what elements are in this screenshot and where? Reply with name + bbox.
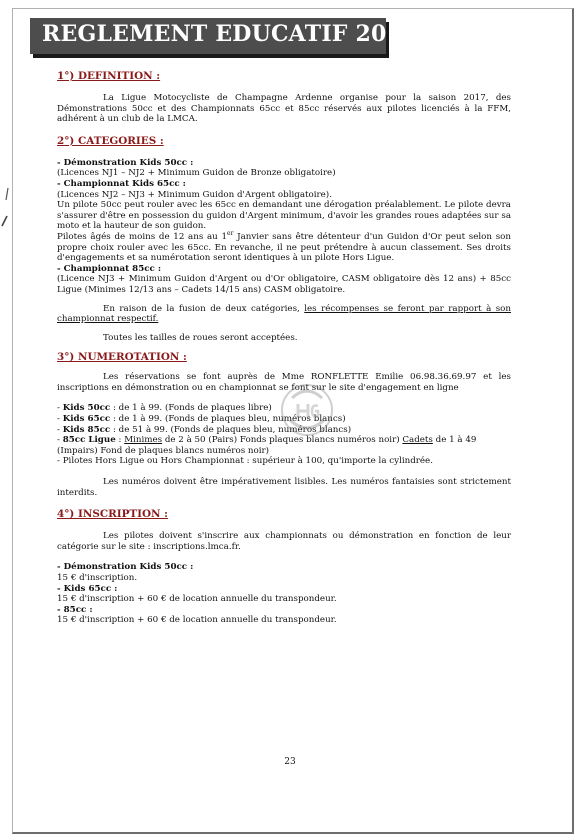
watermark-stamp-icon bbox=[278, 380, 336, 440]
page-title: REGLEMENT EDUCATIF 2017 bbox=[42, 21, 418, 47]
fusion-paragraph bbox=[57, 304, 511, 325]
numerotation-paragraph: Les réservations se font auprès de Mme RONFLETTE Emilie 06.98.36.69.97 et les inscriptions en démonstration ou en championnat se font sur le site d'engagement en ligne bbox=[57, 372, 511, 393]
section-heading-numerotation: 3°) NUMEROTATION : bbox=[57, 351, 187, 364]
margin-mark-icon bbox=[0, 186, 14, 236]
text-run: - bbox=[57, 435, 63, 446]
text-run: : bbox=[115, 435, 125, 446]
category-ch65-paragraph-1: Un pilote 50cc peut rouler avec les 65cc en demandant une dérogation préalablement. Le pilote devra s'assurer d'être en possession du guidon d'Argent minimum, d'avoir les grandes roues adaptées sur sa moto et la hauteur de son guidon. bbox=[57, 200, 511, 232]
inscription-paragraph: Les pilotes doivent s'inscrire aux championnats ou démonstration en fonction de leur catégorie sur le site : inscriptions.lmca.fr. bbox=[57, 531, 511, 552]
title-banner bbox=[30, 18, 418, 54]
legibility-paragraph: Les numéros doivent être impérativement lisibles. Les numéros fantaisies sont strictement interdits. bbox=[57, 477, 511, 498]
category-ch65-paragraph-2 bbox=[57, 232, 511, 264]
text-run: En raison de la fusion de deux catégories, bbox=[103, 303, 305, 314]
text-run: - bbox=[57, 424, 63, 435]
text-run: : de 51 à 99. (Fonds de plaques bleu, numéros blancs) bbox=[110, 424, 352, 435]
inscription-kids65-price: 15 € d'inscription + 60 € de location annuelle du transpondeur. bbox=[57, 594, 337, 605]
inscription-demo50-title: - Démonstration Kids 50cc : bbox=[57, 562, 194, 573]
item-label: Kids 50cc bbox=[62, 403, 111, 414]
numbering-item-hors-ligue: - Pilotes Hors Ligue ou Hors Championnat : supérieur à 100, qu'importe la cylindrée. bbox=[57, 456, 433, 467]
category-ch65-licence: (Licences NJ2 – NJ3 + Minimum Guidon d'Argent obligatoire). bbox=[57, 189, 332, 200]
category-demo50-title: - Démonstration Kids 50cc : bbox=[57, 157, 194, 168]
inscription-85cc-title: - 85cc : bbox=[57, 604, 93, 615]
underlined-text: Minimes bbox=[124, 435, 163, 446]
section-heading-definition: 1°) DEFINITION : bbox=[57, 70, 161, 82]
text-run: : de 1 à 99. (Fonds de plaques bleu, numéros blancs) bbox=[110, 414, 346, 425]
category-ch65-title: - Championnat Kids 65cc : bbox=[57, 178, 186, 189]
underlined-text: les récompenses se feront par rapport à son championnat respectif. bbox=[57, 303, 511, 325]
page-number: 23 bbox=[284, 757, 296, 767]
inscription-kids65-title: - Kids 65cc : bbox=[57, 583, 118, 594]
section-heading-inscription: 4°) INSCRIPTION : bbox=[57, 508, 168, 521]
item-label: Kids 65cc bbox=[62, 414, 111, 425]
text-run: : de 1 à 99. (Fonds de plaques libre) bbox=[110, 403, 272, 414]
item-label: 85cc Ligue bbox=[62, 435, 116, 446]
superscript: er bbox=[227, 230, 234, 238]
item-label: Kids 85cc bbox=[62, 424, 111, 435]
underlined-text: Cadets bbox=[402, 435, 433, 446]
inscription-85cc-price: 15 € d'inscription + 60 € de location annuelle du transpondeur. bbox=[57, 615, 337, 626]
text-run: - bbox=[57, 403, 63, 414]
inscription-demo50-price: 15 € d'inscription. bbox=[57, 573, 138, 583]
text-run: de 2 à 50 (Pairs) Fonds plaques blancs numéros noir) bbox=[162, 435, 403, 446]
category-ch85-licence: (Licence NJ3 + Minimum Guidon d'Argent ou d'Or obligatoire, CASM obligatoire dès 12 ans) + 85cc Ligue (Minimes 12/13 ans – Cadets 14/15 ans) CASM obligatoire. bbox=[57, 274, 511, 295]
category-demo50-licence: (Licences NJ1 – NJ2 + Minimum Guidon de Bronze obligatoire) bbox=[57, 168, 336, 179]
text-run: de 1 à 49 (Impairs) Fond de plaques blancs numéros noir) bbox=[57, 435, 477, 456]
section-heading-categories: 2°) CATEGORIES : bbox=[57, 134, 164, 147]
text-run: Pilotes âgés de moins de 12 ans au 1 bbox=[57, 231, 228, 242]
text-run: Janvier sans être détenteur d'un Guidon d'Or peut selon son propre choix rouler avec les 65cc. En revanche, il ne peut prétendre à aucun classement. Ses droits d'engagements et sa numérotation seront identiques à un pilote Hors Ligue. bbox=[57, 231, 512, 264]
wheels-paragraph: Toutes les tailles de roues seront acceptées. bbox=[103, 332, 298, 343]
definition-paragraph: La Ligue Motocycliste de Champagne Ardenne organise pour la saison 2017, des Démonstrations 50cc et des Championnats 65cc et 85cc réservés aux pilotes licenciés à la FFM, adhérent à un club de la LMCA. bbox=[57, 93, 511, 125]
category-ch85-title: - Championnat 85cc : bbox=[57, 263, 162, 274]
text-run: - bbox=[57, 414, 63, 425]
document-body bbox=[57, 70, 511, 626]
